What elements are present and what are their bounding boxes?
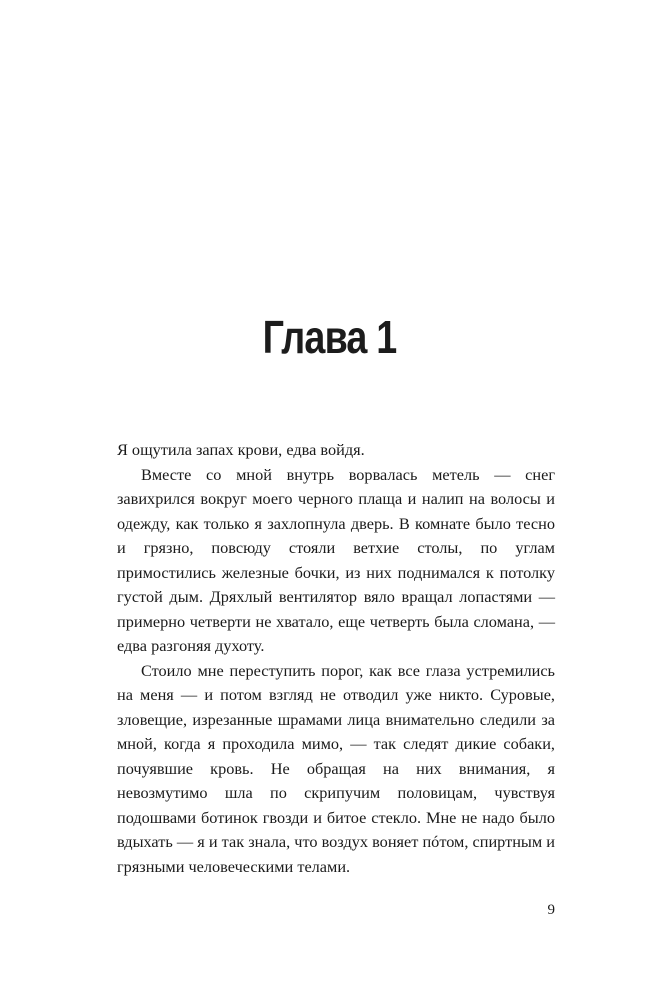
paragraph-3: Стоило мне переступить порог, как все глаза устремились на меня — и потом взгляд не отводил уже никто. Суровые, зловещие, изрезанные шрамами лица внимательно следили за мной, когда я проходила мимо, — так следят дикие собаки, почуявшие кровь. Не обращая на них внимания, я невозмутимо шла по скрипучим половицам, чувствуя подошвами ботинок гвозди и битое стекло. Мне не надо было вдыхать — я и так знала, что воздух воняет пóтом, спиртным и грязными человеческими телами. [117, 660, 555, 876]
paragraph-1: Я ощутила запах крови, едва войдя. [117, 440, 365, 459]
chapter-title: Глава 1 [262, 310, 397, 363]
chapter-body [117, 438, 555, 879]
paragraph-2: Вместе со мной внутрь ворвалась метель — снег завихрился вокруг моего черного плаща и налип на волосы и одежду, как только я захлопнула дверь. В комнате было тесно и грязно, повсюду стояли ветхие столы, по углам примостились железные бочки, из них поднимался к потолку густой дым. Дряхлый вентилятор вяло вращал лопастями — примерно четверти не хватало, еще четверть была сломана, — едва разгоняя духоту. [117, 464, 555, 655]
page-number: 9 [547, 902, 555, 918]
